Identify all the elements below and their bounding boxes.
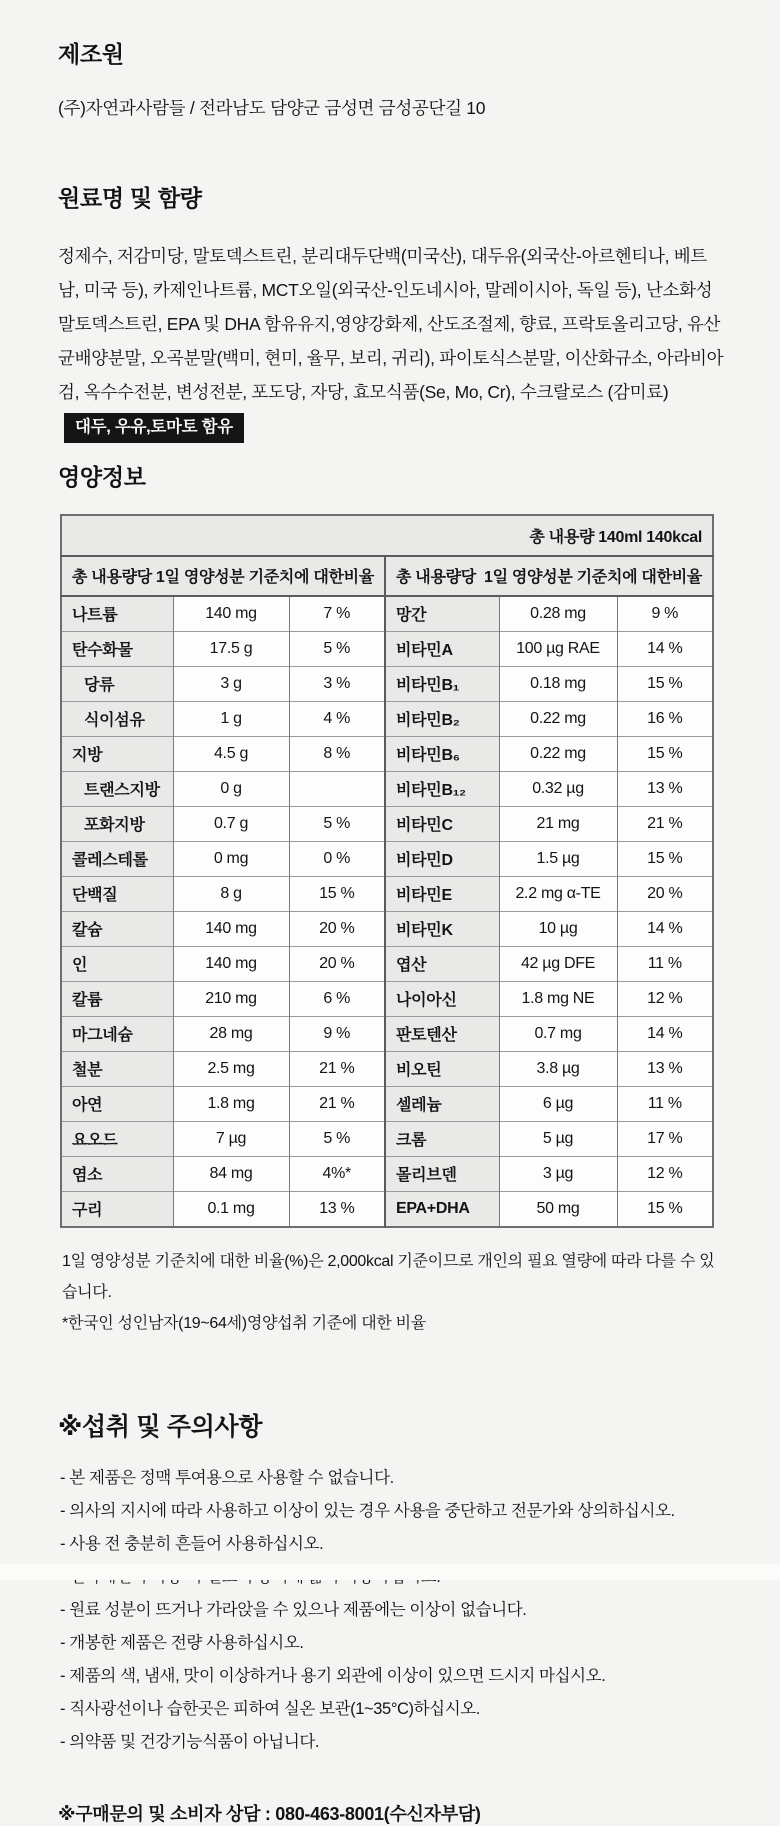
nutrient-name: 인 [61, 947, 173, 982]
nutrition-row [61, 632, 713, 667]
total-amount-label: 총 내용량 140ml 140kcal [61, 515, 713, 556]
nutrient-amount: 0.7 mg [499, 1017, 617, 1052]
nutrient-name: 구리 [61, 1192, 173, 1228]
column-header-row [61, 556, 713, 596]
nutrient-name: 엽산 [385, 947, 499, 982]
nutrient-percent: 13 % [617, 772, 713, 807]
nutrient-amount: 0.28 mg [499, 596, 617, 632]
nutrient-name: 크롬 [385, 1122, 499, 1157]
nutrient-name: 마그네슘 [61, 1017, 173, 1052]
nutrient-name: 비타민B₁ [385, 667, 499, 702]
nutrient-percent: 15 % [289, 877, 385, 912]
serving-header-label: 총 내용량당 [396, 569, 476, 586]
nutrient-percent: 20 % [289, 947, 385, 982]
nutrient-amount: 21 mg [499, 807, 617, 842]
nutrient-amount: 140 mg [173, 947, 289, 982]
nutrient-amount: 84 mg [173, 1157, 289, 1192]
nutrition-row [61, 877, 713, 912]
nutrient-name: 비타민B₆ [385, 737, 499, 772]
nutrient-name: 비타민E [385, 877, 499, 912]
bottom-strip [0, 1564, 780, 1580]
nutrient-amount: 28 mg [173, 1017, 289, 1052]
nutrient-name: 단백질 [61, 877, 173, 912]
footnote-daily-value: 1일 영양성분 기준치에 대한 비율(%)은 2,000kcal 기준이므로 개인의 필요 열량에 따라 다를 수 있습니다. [62, 1253, 715, 1301]
nutrient-percent: 11 % [617, 947, 713, 982]
nutrient-percent: 20 % [617, 877, 713, 912]
nutrient-amount: 42 µg DFE [499, 947, 617, 982]
nutrition-table-body [61, 596, 713, 1227]
nutrition-row [61, 982, 713, 1017]
nutrition-row [61, 842, 713, 877]
nutrient-amount: 0 g [173, 772, 289, 807]
nutrient-percent: 14 % [617, 632, 713, 667]
nutrient-amount: 0.18 mg [499, 667, 617, 702]
column-header-left [61, 556, 385, 596]
nutrition-row [61, 737, 713, 772]
precaution-list [60, 1469, 724, 1752]
nutrient-percent: 7 % [289, 596, 385, 632]
nutrient-percent: 15 % [617, 1192, 713, 1228]
nutrient-name: 비타민B₁₂ [385, 772, 499, 807]
nutrient-name: 나트륨 [61, 596, 173, 632]
precaution-item: - 의약품 및 건강기능식품이 아닙니다. [60, 1733, 320, 1751]
nutrient-amount: 210 mg [173, 982, 289, 1017]
nutrient-amount: 0.1 mg [173, 1192, 289, 1228]
nutrient-percent: 15 % [617, 737, 713, 772]
precaution-item: - 개봉한 제품은 전량 사용하십시오. [60, 1634, 304, 1652]
nutrition-row [61, 772, 713, 807]
nutrient-name: 칼슘 [61, 912, 173, 947]
nutrient-name: 아연 [61, 1087, 173, 1122]
ingredients-list-text: 정제수, 저감미당, 말토덱스트린, 분리대두단백(미국산), 대두유(외국산-아르헨티나, 베트남, 미국 등), 카제인나트륨, MCT오일(외국산-인도네시아, 말레이시아, 독일 등), 난소화성말토덱스트린, EPA 및 DHA 함유유지,영양강화제, 산도조절제, 향료, 프락토올리고당, 유산균배양분말, 오곡분말(백미, 현미, 율무, 보리, 귀리), 파이토식스분말, 이산화규소, 아라비아검, 옥수수전분, 변성전분, 포도당, 자당, 효모식품(Se, Mo, Cr), 수크랄로스 (감미료) [58, 246, 724, 402]
nutrient-name: 비오틴 [385, 1052, 499, 1087]
nutrient-amount: 140 mg [173, 912, 289, 947]
contact-line: ※구매문의 및 소비자 상담 : 080-463-8001(수신자부담) [58, 1804, 481, 1824]
nutrient-amount: 2.2 mg α-TE [499, 877, 617, 912]
nutrient-amount: 0 mg [173, 842, 289, 877]
column-header-right [385, 556, 713, 596]
nutrient-percent: 5 % [289, 632, 385, 667]
nutrient-name: 비타민C [385, 807, 499, 842]
precaution-item: - 의사의 지시에 따라 사용하고 이상이 있는 경우 사용을 중단하고 전문가와 상의하십시오. [60, 1502, 675, 1520]
nutrient-amount: 50 mg [499, 1192, 617, 1228]
precaution-item: - 직사광선이나 습한곳은 피하여 실온 보관(1~35°C)하십시오. [60, 1700, 480, 1718]
precaution-item: - 제품의 색, 냄새, 맛이 이상하거나 용기 외관에 이상이 있으면 드시지 마십시오. [60, 1667, 606, 1685]
nutrient-percent: 4%* [289, 1157, 385, 1192]
nutrient-name: 판토텐산 [385, 1017, 499, 1052]
nutrient-amount: 17.5 g [173, 632, 289, 667]
nutrient-name: 나이아신 [385, 982, 499, 1017]
nutrition-row [61, 1087, 713, 1122]
nutrition-row [61, 667, 713, 702]
nutrient-amount: 3.8 µg [499, 1052, 617, 1087]
nutrition-row [61, 1157, 713, 1192]
allergen-badge: 대두, 우유,토마토 함유 [64, 413, 244, 443]
nutrient-amount: 10 µg [499, 912, 617, 947]
daily-value-header-label: 1일 영양성분 기준치에 대한비율 [155, 569, 374, 586]
nutrient-percent: 21 % [289, 1087, 385, 1122]
nutrient-percent: 5 % [289, 1122, 385, 1157]
nutrient-percent: 12 % [617, 1157, 713, 1192]
precaution-item: - 사용 전 충분히 흔들어 사용하십시오. [60, 1535, 324, 1553]
nutrient-percent: 15 % [617, 842, 713, 877]
precaution-item: - 본 제품은 정맥 투여용으로 사용할 수 없습니다. [60, 1469, 394, 1487]
nutrient-percent [289, 772, 385, 807]
nutrient-percent: 5 % [289, 807, 385, 842]
nutrient-amount: 8 g [173, 877, 289, 912]
nutrient-amount: 100 µg RAE [499, 632, 617, 667]
nutrition-row [61, 947, 713, 982]
nutrient-name: 지방 [61, 737, 173, 772]
serving-header-label: 총 내용량당 [72, 569, 152, 586]
nutrient-percent: 15 % [617, 667, 713, 702]
nutrient-name: 비타민A [385, 632, 499, 667]
nutrient-percent: 9 % [617, 596, 713, 632]
nutrition-row [61, 912, 713, 947]
nutrient-percent: 14 % [617, 1017, 713, 1052]
nutrient-percent: 3 % [289, 667, 385, 702]
nutrient-percent: 11 % [617, 1087, 713, 1122]
nutrition-row [61, 702, 713, 737]
nutrient-name: 몰리브덴 [385, 1157, 499, 1192]
nutrition-table [60, 514, 714, 1228]
nutrient-amount: 3 µg [499, 1157, 617, 1192]
nutrient-percent: 4 % [289, 702, 385, 737]
nutrition-footnotes [62, 1246, 724, 1339]
nutrient-name: 칼륨 [61, 982, 173, 1017]
nutrient-amount: 6 µg [499, 1087, 617, 1122]
nutrient-percent: 9 % [289, 1017, 385, 1052]
nutrient-name: EPA+DHA [385, 1192, 499, 1228]
nutrient-amount: 0.22 mg [499, 737, 617, 772]
nutrient-amount: 2.5 mg [173, 1052, 289, 1087]
nutrient-name: 셀레늄 [385, 1087, 499, 1122]
nutrient-name: 콜레스테롤 [61, 842, 173, 877]
nutrient-percent: 17 % [617, 1122, 713, 1157]
nutrition-row [61, 1052, 713, 1087]
ingredients-text [58, 239, 724, 443]
nutrient-amount: 140 mg [173, 596, 289, 632]
manufacturer-heading: 제조원 [58, 41, 124, 67]
nutrient-percent: 21 % [617, 807, 713, 842]
nutrient-amount: 1.5 µg [499, 842, 617, 877]
nutrient-name: 당류 [61, 667, 173, 702]
nutrient-amount: 5 µg [499, 1122, 617, 1157]
precautions-heading: ※섭취 및 주의사항 [58, 1413, 263, 1441]
total-amount-row [61, 515, 713, 556]
nutrient-percent: 16 % [617, 702, 713, 737]
nutrient-name: 망간 [385, 596, 499, 632]
nutrient-percent: 0 % [289, 842, 385, 877]
nutrient-percent: 13 % [289, 1192, 385, 1228]
daily-value-header-label: 1일 영양성분 기준치에 대한비율 [483, 569, 703, 586]
nutrition-heading: 영양정보 [58, 464, 146, 490]
footnote-adult-male: *한국인 성인남자(19~64세)영양섭취 기준에 대한 비율 [62, 1315, 426, 1332]
nutrient-name: 비타민B₂ [385, 702, 499, 737]
nutrient-name: 요오드 [61, 1122, 173, 1157]
ingredients-heading: 원료명 및 함량 [58, 185, 202, 211]
nutrition-row [61, 807, 713, 842]
nutrition-row [61, 1017, 713, 1052]
nutrient-percent: 6 % [289, 982, 385, 1017]
nutrient-name: 비타민D [385, 842, 499, 877]
nutrient-name: 트랜스지방 [61, 772, 173, 807]
nutrient-amount: 3 g [173, 667, 289, 702]
nutrient-percent: 13 % [617, 1052, 713, 1087]
nutrient-name: 염소 [61, 1157, 173, 1192]
nutrition-row [61, 596, 713, 632]
nutrient-amount: 4.5 g [173, 737, 289, 772]
nutrient-name: 식이섬유 [61, 702, 173, 737]
nutrient-name: 철분 [61, 1052, 173, 1087]
nutrient-amount: 7 µg [173, 1122, 289, 1157]
nutrient-amount: 1.8 mg [173, 1087, 289, 1122]
nutrient-percent: 20 % [289, 912, 385, 947]
nutrient-name: 탄수화물 [61, 632, 173, 667]
nutrient-amount: 0.32 µg [499, 772, 617, 807]
nutrient-name: 비타민K [385, 912, 499, 947]
nutrient-percent: 21 % [289, 1052, 385, 1087]
nutrient-amount: 1.8 mg NE [499, 982, 617, 1017]
nutrient-percent: 12 % [617, 982, 713, 1017]
manufacturer-value: (주)자연과사람들 / 전라남도 담양군 금성면 금성공단길 10 [58, 98, 486, 118]
nutrient-percent: 8 % [289, 737, 385, 772]
nutrient-percent: 14 % [617, 912, 713, 947]
nutrition-row [61, 1192, 713, 1228]
nutrient-amount: 0.7 g [173, 807, 289, 842]
nutrient-amount: 0.22 mg [499, 702, 617, 737]
precaution-item: - 원료 성분이 뜨거나 가라앉을 수 있으나 제품에는 이상이 없습니다. [60, 1601, 527, 1619]
nutrient-amount: 1 g [173, 702, 289, 737]
nutrition-row [61, 1122, 713, 1157]
nutrition-table-header [61, 515, 713, 596]
nutrient-name: 포화지방 [61, 807, 173, 842]
